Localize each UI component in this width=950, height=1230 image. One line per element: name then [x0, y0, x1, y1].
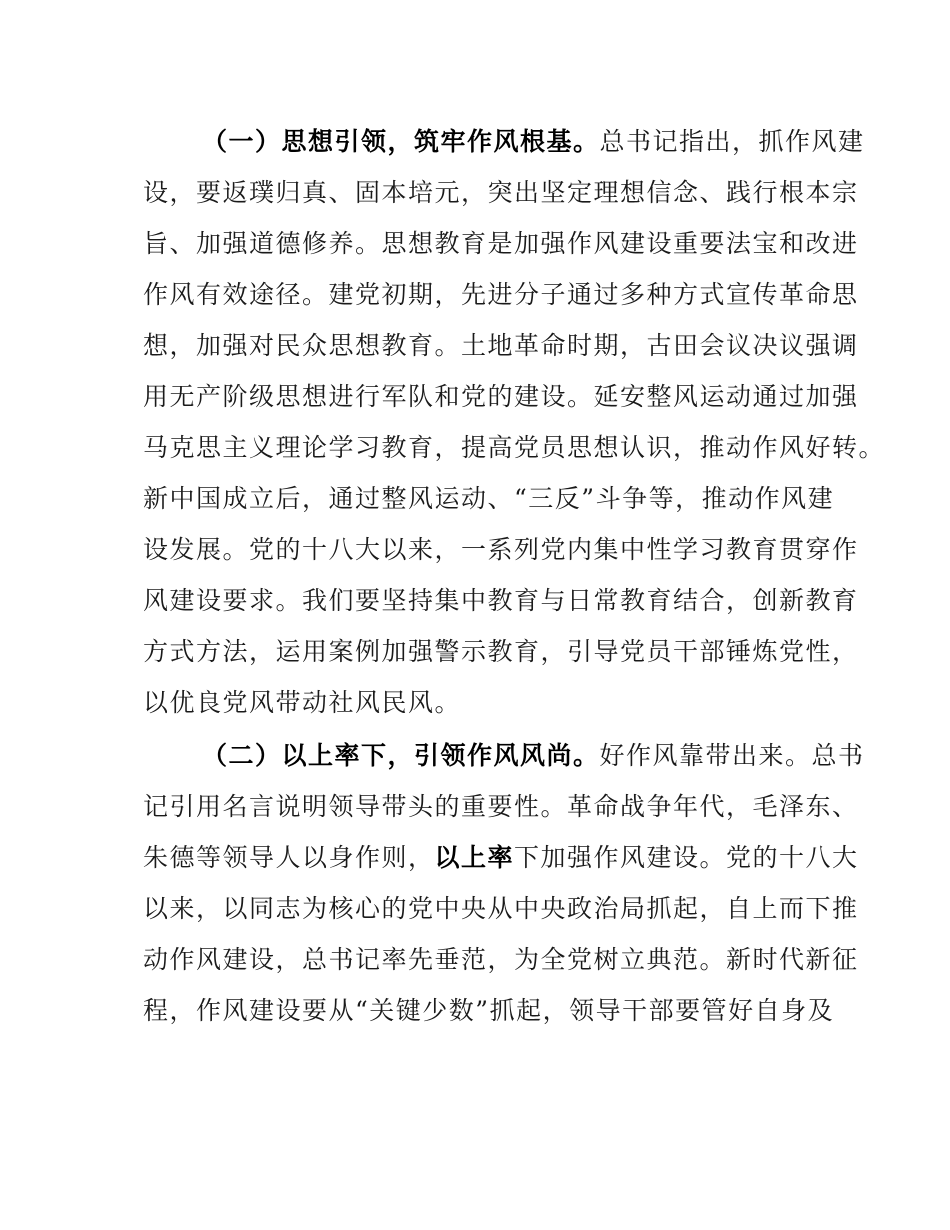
section2-line-3 — [143, 843, 950, 873]
section1-line-6: 用无产阶级思想进行军队和党的建设。延安整风运动通过加强 — [143, 382, 859, 411]
section2-line-1-text: 好作风靠带出来。总书 — [599, 741, 865, 770]
section2-line-3-bold: 以上率 — [434, 843, 515, 872]
section1-heading: （一）思想引领，筑牢作风根基。 — [202, 127, 600, 156]
section2-line-3-pre: 朱德等领导人以身作则， — [143, 843, 435, 872]
section2-heading: （二）以上率下，引领作风风尚。 — [202, 741, 600, 770]
section2-line-4: 以来，以同志为核心的党中央从中央政治局抓起，自上而下推 — [143, 894, 859, 923]
section1-line-1-text: 总书记指出，抓作风建 — [599, 127, 865, 156]
section1-line-5: 想，加强对民众思想教育。土地革命时期，古田会议决议强调 — [143, 331, 859, 360]
section1-line-1 — [0, 127, 950, 157]
section2-line-1 — [0, 741, 950, 771]
section2-line-3-post: 下加强作风建设。党的十八大 — [514, 843, 859, 872]
section1-line-2: 设，要返璞归真、固本培元，突出坚定理想信念、践行根本宗 — [143, 178, 859, 207]
section1-line-8: 新中国成立后，通过整风运动、“三反”斗争等，推动作风建 — [143, 484, 835, 513]
section2-line-5: 动作风建设，总书记率先垂范，为全党树立典范。新时代新征 — [143, 945, 859, 974]
section1-line-12: 以优良党风带动社风民风。 — [143, 688, 462, 717]
section2-line-6: 程，作风建设要从“关键少数”抓起，领导干部要管好自身及 — [143, 996, 835, 1025]
section1-line-3: 旨、加强道德修养。思想教育是加强作风建设重要法宝和改进 — [143, 229, 859, 258]
section1-line-9: 设发展。党的十八大以来，一系列党内集中性学习教育贯穿作 — [143, 535, 859, 564]
section1-line-10: 风建设要求。我们要坚持集中教育与日常教育结合，创新教育 — [143, 586, 859, 615]
section1-line-7: 马克思主义理论学习教育，提高党员思想认识，推动作风好转。 — [143, 433, 886, 462]
section1-line-4: 作风有效途径。建党初期，先进分子通过多种方式宣传革命思 — [143, 280, 859, 309]
section2-line-2: 记引用名言说明领导带头的重要性。革命战争年代，毛泽东、 — [143, 792, 859, 821]
section1-line-11: 方式方法，运用案例加强警示教育，引导党员干部锤炼党性， — [143, 637, 859, 666]
